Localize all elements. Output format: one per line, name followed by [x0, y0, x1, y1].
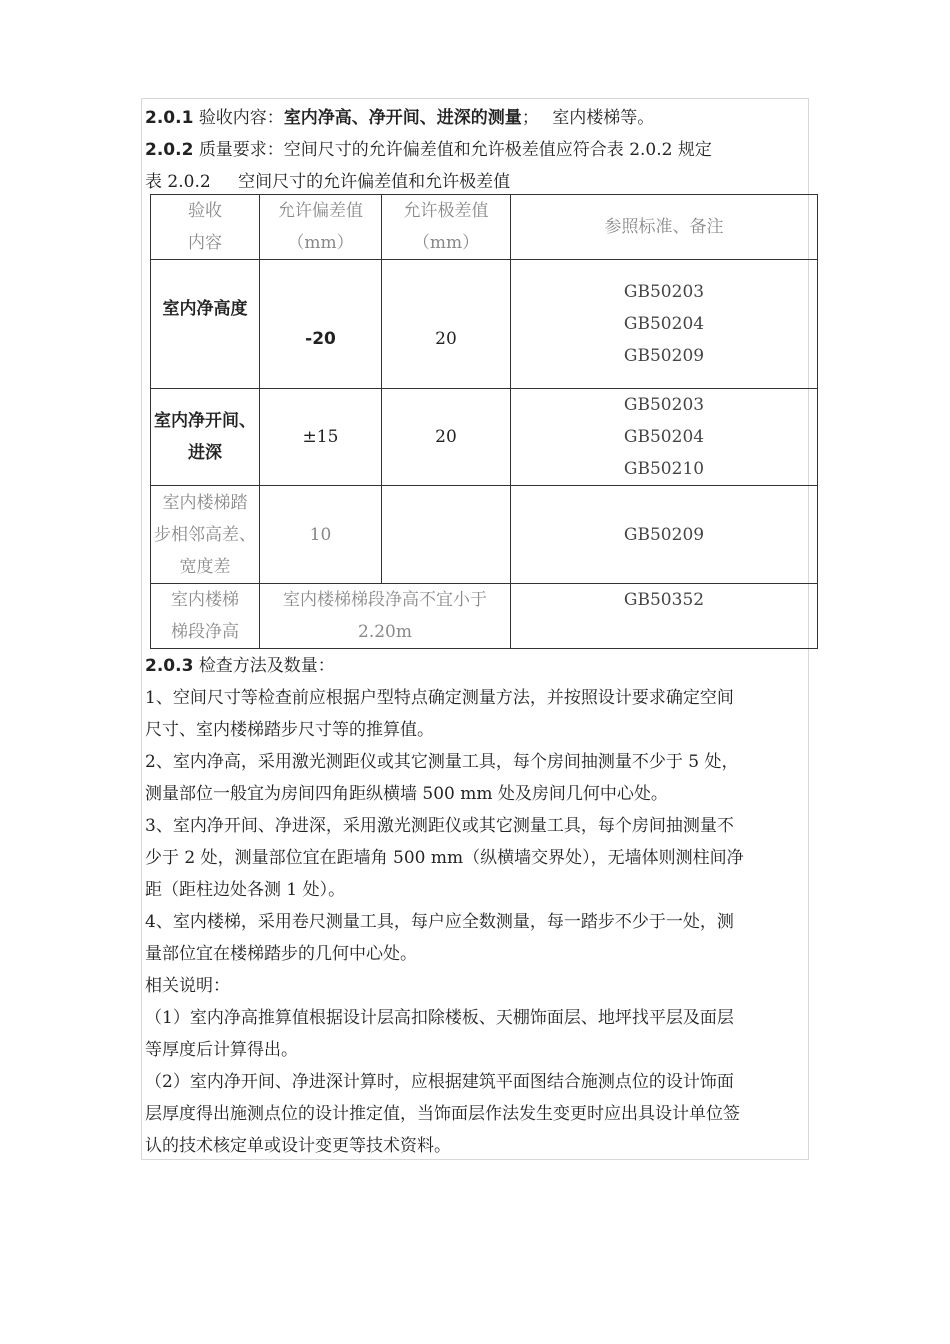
- body-line: 少于 2 处，测量部位宜在距墙角 500 mm（纵横墙交界处），无墙体则测柱间净: [145, 848, 744, 868]
- separator: ；: [521, 108, 539, 128]
- table-number: 表 2.0.2: [145, 172, 211, 192]
- row-item: 室内净开间、 进深: [151, 389, 260, 486]
- section-label: 检查方法及数量：: [198, 656, 335, 676]
- section-text: 质量要求：空间尺寸的允许偏差值和允许极差值应符合表 2.0.2 规定: [198, 140, 712, 160]
- body-line: 认的技术核定单或设计变更等技术资料。: [145, 1136, 451, 1156]
- table-caption: [145, 170, 510, 194]
- table-row: [151, 584, 818, 649]
- row-item: 室内楼梯 梯段净高: [151, 584, 260, 649]
- body-line: 等厚度后计算得出。: [145, 1040, 298, 1060]
- row-references: GB50203 GB50204 GB50210: [511, 389, 818, 486]
- row-note: 室内楼梯梯段净高不宜小于 2.20m: [260, 584, 511, 649]
- body-line: 量部位宜在楼梯踏步的几何中心处。: [145, 944, 417, 964]
- body-line: （2）室内净开间、净进深计算时，应根据建筑平面图结合施测点位的设计饰面: [145, 1072, 734, 1092]
- section-number: 2.0.2: [145, 140, 194, 160]
- table-row: [151, 486, 818, 584]
- body-line: 4、室内楼梯，采用卷尺测量工具，每户应全数测量，每一踏步不少于一处，测: [145, 912, 734, 932]
- tolerance-table: [150, 194, 818, 649]
- row-range: 20: [382, 260, 511, 389]
- section-2-0-2: [145, 138, 712, 162]
- table-title: 空间尺寸的允许偏差值和允许极差值: [238, 172, 511, 192]
- section-bold-text: 室内净高、净开间、进深的测量: [283, 108, 522, 128]
- row-deviation: ±15: [260, 389, 382, 486]
- section-number: 2.0.1: [145, 108, 194, 128]
- header-item: 验收 内容: [151, 195, 260, 260]
- body-line: 测量部位一般宜为房间四角距纵横墙 500 mm 处及房间几何中心处。: [145, 784, 668, 804]
- row-range: [382, 486, 511, 584]
- related-notes-heading: 相关说明：: [145, 976, 230, 996]
- section-rest-text: 室内楼梯等。: [552, 108, 655, 128]
- body-line: 1、空间尺寸等检查前应根据户型特点确定测量方法，并按照设计要求确定空间: [145, 688, 734, 708]
- section-number: 2.0.3: [145, 656, 194, 676]
- row-item: 室内净高度: [151, 260, 260, 389]
- body-line: 层厚度得出施测点位的设计推定值，当饰面层作法发生变更时应出具设计单位签: [145, 1104, 740, 1124]
- body-line: 距（距柱边处各测 1 处）。: [145, 880, 346, 900]
- body-line: （1）室内净高推算值根据设计层高扣除楼板、天棚饰面层、地坪找平层及面层: [145, 1008, 734, 1028]
- header-reference: 参照标准、备注: [511, 195, 818, 260]
- row-item: 室内楼梯踏 步相邻高差、 宽度差: [151, 486, 260, 584]
- body-line: 尺寸、室内楼梯踏步尺寸等的推算值。: [145, 720, 434, 740]
- table-row: [151, 260, 818, 389]
- section-2-0-1: [145, 106, 654, 130]
- row-references: GB50209: [511, 486, 818, 584]
- header-range: 允许极差值 （mm）: [382, 195, 511, 260]
- row-deviation: -20: [260, 260, 382, 389]
- section-2-0-3: [145, 654, 335, 678]
- row-references: GB50203 GB50204 GB50209: [511, 260, 818, 389]
- table-header-row: [151, 195, 818, 260]
- table-row: [151, 389, 818, 486]
- body-line: 3、室内净开间、净进深，采用激光测距仪或其它测量工具，每个房间抽测量不: [145, 816, 734, 836]
- body-line: 2、室内净高，采用激光测距仪或其它测量工具，每个房间抽测量不少于 5 处，: [145, 752, 739, 772]
- row-range: 20: [382, 389, 511, 486]
- row-references: GB50352: [511, 584, 818, 649]
- header-deviation: 允许偏差值 （mm）: [260, 195, 382, 260]
- row-deviation: 10: [260, 486, 382, 584]
- section-label: 验收内容：: [198, 108, 284, 128]
